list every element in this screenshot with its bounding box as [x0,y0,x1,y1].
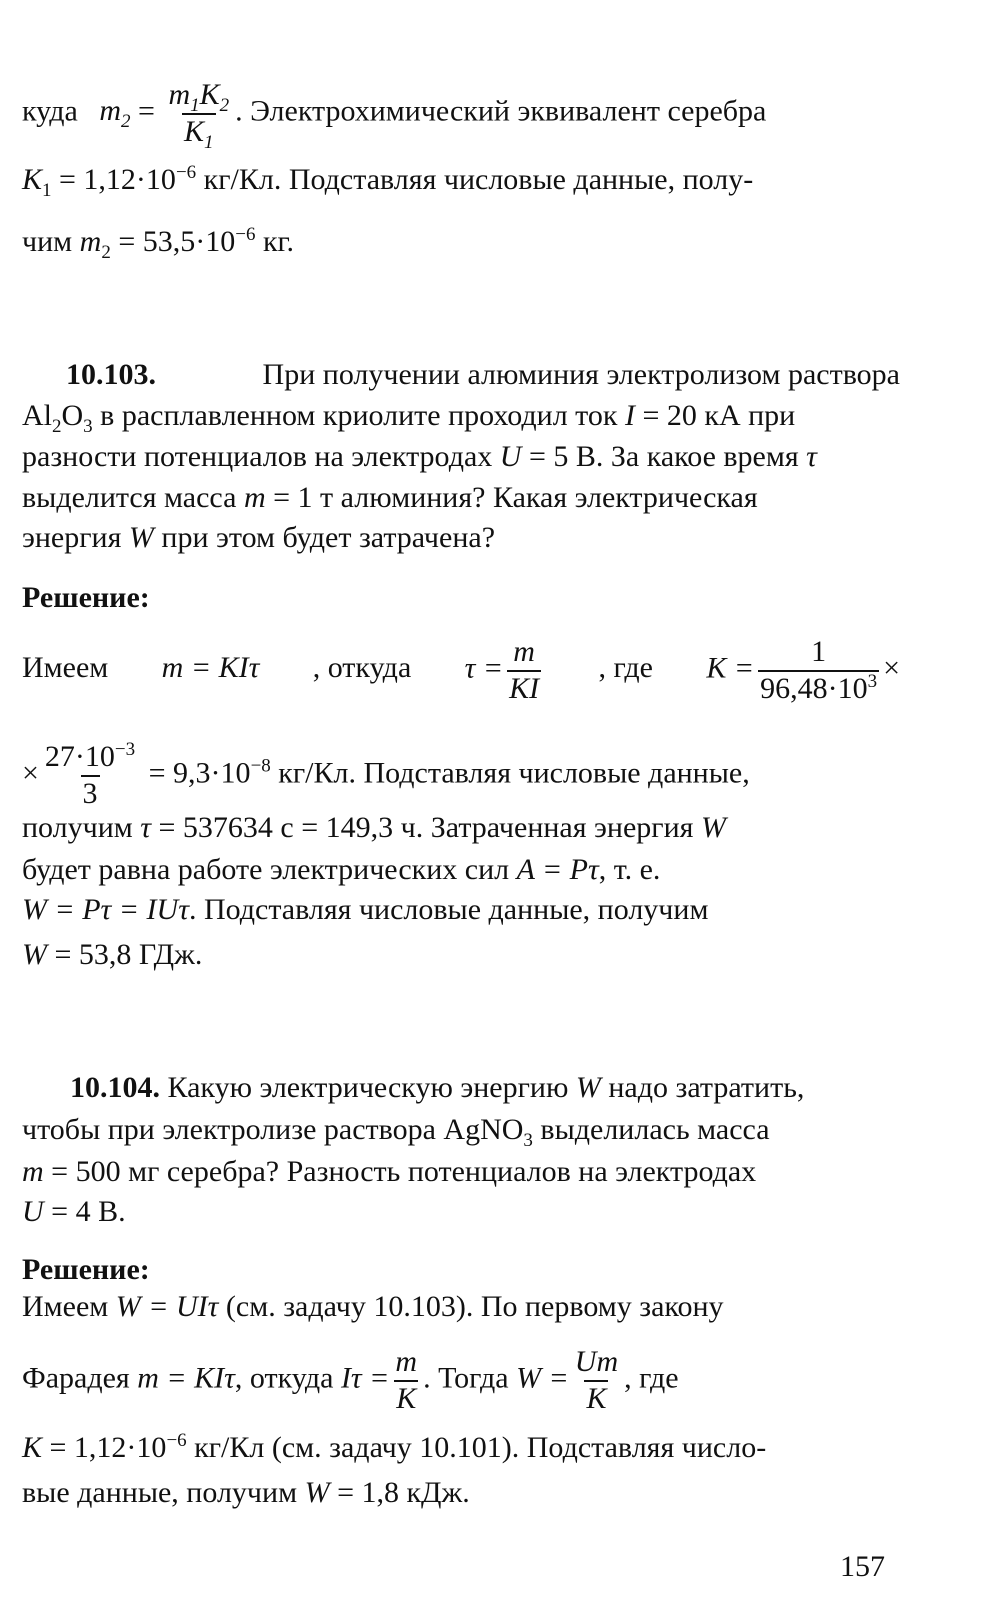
problem-number: 10.103. [66,358,156,391]
problem-10-104-line-4: U = 4 В. [22,1195,126,1228]
solution-10-103-line-3: получим τ = 537634 с = 149,3 ч. Затраченная энергия W [22,811,726,844]
fraction-m2: $\frac{m_1K_2}{K_1}$ [168,78,230,153]
solution-10-104-line-2: Фарадея m = KIτ, откуда Iτ = $\frac{m}{K}$ . Тогда W = $\frac{Um}{K}$ , где [22,1345,679,1415]
problem-10-103-line-4: выделится масса m = 1 т алюминия? Какая электрическая [22,481,758,514]
problem-10-104-line-3: m = 500 мг серебра? Разность потенциалов на электродах [22,1155,757,1188]
problem-10-103-line-5: энергия W при этом будет затрачена? [22,521,496,554]
prev-line-3: чим $m_2 = 53,5\cdot 10^{-6}$ кг. [22,224,294,263]
solution-10-103-line-6: W = 53,8 ГДж. [22,938,203,971]
prev-line-1: куда $m_2$ = $\frac{m_1K_2}{K_1}$ . Электрохимический эквивалент серебра [22,78,767,153]
solution-10-103-line-1: Имеем m = KIτ , откуда τ = $\frac{m}{KI}$ , где K = $\frac{1}{96,48\cdot 10^3}$ × [22,635,900,705]
fraction-tau: $\frac{m}{KI}$ [509,635,540,705]
page-number: 157 [840,1550,885,1583]
fraction-27: $\frac{27\cdot 10^{-3}}{3}$ [44,739,136,810]
solution-10-104-line-4: вые данные, получим W = 1,8 кДж. [22,1476,470,1509]
solution-10-103-line-5: W = Pτ = IUτ. Подставляя числовые данные, получим [22,893,709,926]
fraction-um-k: $\frac{Um}{K}$ [574,1345,619,1415]
solution-10-103-line-2: × $\frac{27\cdot 10^{-3}}{3}$ = $9,3\cdot 10^{-8}$ кг/Кл. Подставляя числовые данные, [22,739,750,810]
fraction-m-k: $\frac{m}{K}$ [395,1345,418,1415]
solution-10-104-line-1: Имеем W = UIτ (см. задачу 10.103). По первому закону [22,1290,724,1323]
problem-10-104-line-2: чтобы при электролизе раствора AgNO$_3$ выделилась масса [22,1113,770,1151]
problem-10-103-line-2: $Al_2O_3$ в расплавленном криолите проходил ток I = 20 кА при [22,399,796,437]
solution-heading: Решение: [22,581,150,614]
fraction-k: $\frac{1}{96,48\cdot 10^3}$ [760,635,878,705]
solution-heading: Решение: [22,1253,150,1286]
solution-10-103-line-4: будет равна работе электрических сил A = Pτ, т. е. [22,853,661,886]
prev-line-2: $K_1 = 1,12\cdot 10^{-6}$ кг/Кл. Подставляя числовые данные, полу- [22,162,754,201]
problem-number: 10.104. [70,1071,160,1104]
problem-10-103-line-3: разности потенциалов на электродах U = 5 В. За какое время τ [22,440,817,473]
problem-10-104-line-1: 10.104. Какую электрическую энергию W надо затратить, [70,1071,805,1104]
solution-10-104-line-3: $K = 1,12\cdot 10^{-6}$ кг/Кл (см. задачу 10.101). Подставляя число- [22,1430,767,1464]
problem-10-103-line-1: 10.103. При получении алюминия электролизом раствора [66,355,900,395]
